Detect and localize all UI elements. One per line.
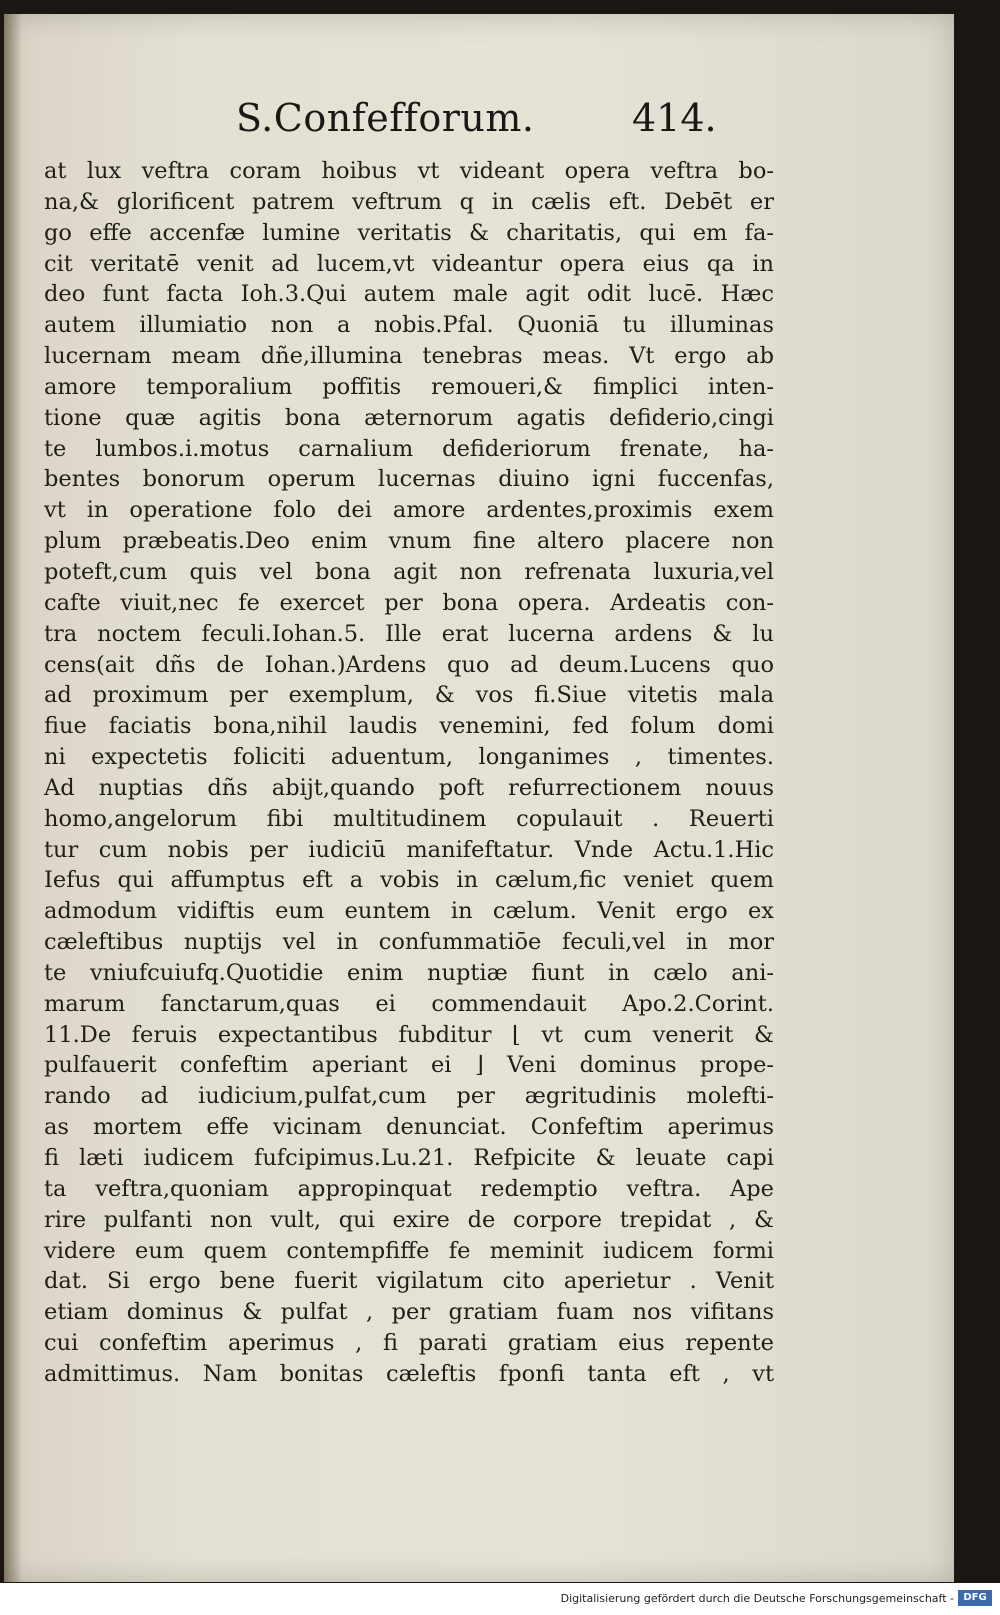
text-line: Iefus qui affumptus eft a vobis in cælum,fic veniet quem — [44, 867, 774, 894]
text-line: vt in operatione folo dei amore ardentes,proximis exem — [44, 497, 774, 524]
text-line: tione quæ agitis bona æternorum agatis defiderio,cingi — [44, 404, 774, 431]
text-line: tur cum nobis per iudiciū manifeftatur. Vnde Actu.1.Hic — [44, 836, 774, 863]
text-line: fi læti iudicem fufcipimus.Lu.21. Refpicite & leuate capi — [44, 1145, 774, 1171]
text-line: poteft,cum quis vel bona agit non refrenata luxuria,vel — [44, 558, 774, 585]
text-line: cafte viuit,nec fe exercet per bona opera. Ardeatis con- — [44, 589, 774, 616]
gutter-shadow — [4, 14, 22, 1582]
text-line: as mortem effe vicinam denunciat. Confeftim aperimus — [44, 1114, 774, 1141]
text-line: na,& glorificent patrem veftrum q in cælis eft. Debēt er — [44, 188, 774, 215]
digitization-footer — [0, 1583, 1000, 1615]
text-line: bentes bonorum operum lucernas diuino igni fuccenfas, — [44, 466, 774, 493]
text-line: deo funt facta Ioh.3.Qui autem male agit odit lucē. Hæc — [44, 281, 774, 308]
text-line: amore temporalium poffitis remoueri,& fimplici inten- — [44, 373, 774, 400]
text-line: tra noctem feculi.Iohan.5. Ille erat lucerna ardens & lu — [44, 620, 774, 647]
running-head: S.Confefforum. — [236, 96, 535, 140]
text-line: rando ad iudicium,pulfat,cum per ægritudinis molefti- — [44, 1083, 774, 1110]
text-line: ni expectetis foliciti aduentum, longanimes , timentes. — [44, 744, 774, 771]
text-line: fiue faciatis bona,nihil laudis venemini, fed folum domi — [44, 713, 774, 740]
text-line: admodum vidiftis eum euntem in cælum. Venit ergo ex — [44, 898, 774, 925]
dfg-logo: DFG — [958, 1590, 992, 1606]
funding-credit: Digitalisierung gefördert durch die Deutsche Forschungsgemeinschaft - — [560, 1592, 954, 1605]
text-line: admittimus. Nam bonitas cæleftis fponfi tanta eft , vt — [44, 1360, 774, 1387]
text-line: marum fanctarum,quas ei commendauit Apo.2.Corint. — [44, 990, 774, 1017]
text-line: at lux veftra coram hoibus vt videant opera veftra bo- — [44, 158, 774, 184]
text-line: go effe accenfæ lumine veritatis & charitatis, qui em fa- — [44, 219, 774, 246]
text-line: videre eum quem contempfiffe fe meminit iudicem formi — [44, 1237, 774, 1264]
text-line: ta veftra,quoniam appropinquat redemptio veftra. Ape — [44, 1175, 774, 1202]
page-header — [4, 90, 954, 150]
text-line: te lumbos.i.motus carnalium defideriorum frenate, ha- — [44, 435, 774, 462]
text-line: cens(ait dñs de Iohan.)Ardens quo ad deum.Lucens quo — [44, 651, 774, 678]
text-line: ad proximum per exemplum, & vos fi.Siue vitetis mala — [44, 682, 774, 709]
text-line: lucernam meam dñe,illumina tenebras meas. Vt ergo ab — [44, 343, 774, 370]
text-line: autem illumiatio non a nobis.Pfal. Quoniā tu illuminas — [44, 312, 774, 339]
text-line: cit veritatē venit ad lucem,vt videantur opera eius qa in — [44, 250, 774, 277]
text-line: homo,angelorum fibi multitudinem copulauit . Reuerti — [44, 805, 774, 832]
text-line: plum præbeatis.Deo enim vnum fine altero placere non — [44, 528, 774, 555]
text-line: Ad nuptias dñs abijt,quando poft refurrectionem nouus — [44, 774, 774, 801]
text-line: rire pulfanti non vult, qui exire de corpore trepidat , & — [44, 1206, 774, 1233]
text-line: pulfauerit confeftim aperiant ei ⌋ Veni dominus prope- — [44, 1052, 774, 1079]
text-line: 11.De feruis expectantibus fubditur ⌊ vt cum venerit & — [44, 1021, 774, 1048]
text-line: cui confeftim aperimus , fi parati gratiam eius repente — [44, 1330, 774, 1357]
text-line: etiam dominus & pulfat , per gratiam fuam nos vifitans — [44, 1299, 774, 1326]
text-line: cæleftibus nuptijs vel in confummatiōe feculi,vel in mor — [44, 929, 774, 956]
text-line: te vniufcuiufq.Quotidie enim nuptiæ fiunt in cælo ani- — [44, 959, 774, 986]
page-number: 414. — [632, 96, 717, 140]
text-line: dat. Si ergo bene fuerit vigilatum cito aperietur . Venit — [44, 1268, 774, 1295]
book-page — [4, 14, 954, 1582]
body-text — [44, 156, 774, 1390]
